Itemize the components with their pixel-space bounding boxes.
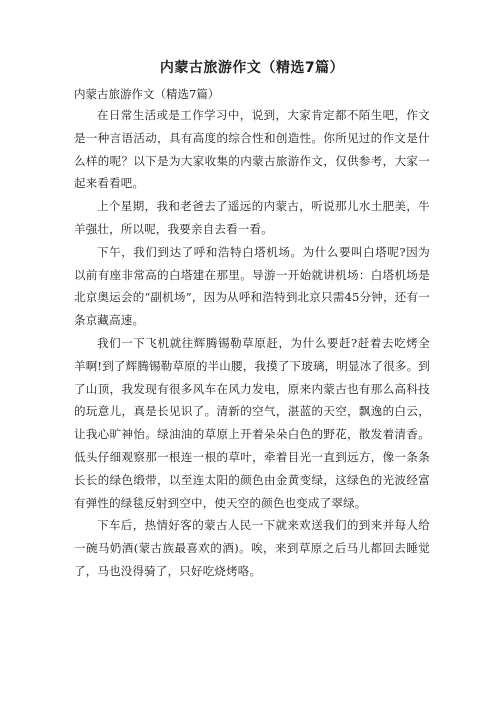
document-subtitle: 内蒙古旅游作文（精选7篇） (74, 87, 220, 101)
paragraph: 下车后，热情好客的蒙古人民一下就来欢送我们的到来并每人给一碗马奶酒(蒙古族最喜欢的酒)。唉，来到草原之后马儿都回去睡觉了，马也没得骑了，只好吃烧烤咯。 (74, 518, 430, 578)
paragraph: 下午，我们到达了呼和浩特白塔机场。为什么要叫白塔呢?因为以前有座非常高的白塔建在那里。导游一开始就讲机场：白塔机场是北京奥运会的“副机场”，因为从呼和浩特到北京只需45分钟，还有一条京藏高速。 (74, 244, 430, 328)
paragraph: 上个星期，我和老爸去了遥远的内蒙古，听说那儿水土肥美，牛羊强壮，所以呢，我要亲自去看一看。 (74, 199, 430, 236)
paragraph: 在日常生活或是工作学习中，说到，大家肯定都不陌生吧，作文是一种言语活动，具有高度的综合性和创造性。你所见过的作文是什么样的呢？以下是为大家收集的内蒙古旅游作文，仅供参考，大家一起来看看吧。 (74, 108, 430, 191)
document-title: 内蒙古旅游作文（精选7篇） (159, 60, 345, 76)
paragraph: 我们一下飞机就往辉腾锡勒草原赶，为什么要赶?赶着去吃烤全羊啊!到了辉腾锡勒草原的半山腰，我摸了下玻璃，明显冰了很多。到了山顶，我发现有很多风车在风力发电，原来内蒙古也有那么高科技的玩意儿，真是长见识了。清新的空气，湛蓝的天空，飘逸的白云，让我心旷神怡。绿油油的草原上开着朵朵白色的野花，散发着清香。低头仔细观察那一根连一根的草叶，牵着目光一直到远方，像一条条长长的绿色缎带，以至连太阳的颜色由金黄变绿，这绿色的光波经富有弹性的绿毯反射到空中，使天空的颜色也变成了翠绿。 (74, 335, 430, 510)
document-page (74, 58, 430, 583)
